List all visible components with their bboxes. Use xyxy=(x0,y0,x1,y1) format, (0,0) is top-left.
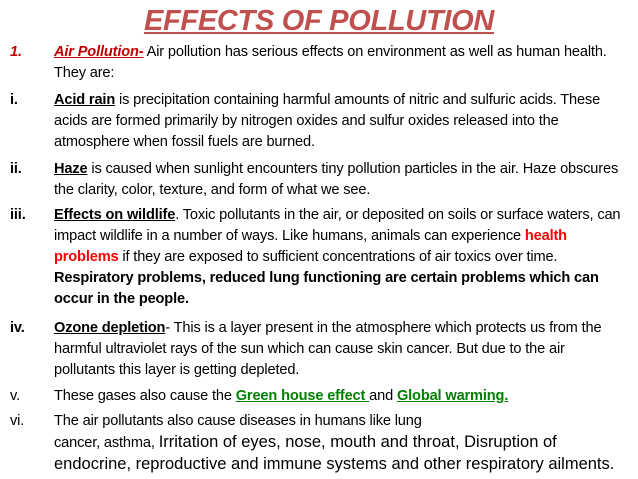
list-item-text xyxy=(54,90,628,153)
list-marker: iii. xyxy=(10,207,26,223)
term-green-house-effect: Green house effect xyxy=(235,388,370,404)
item-text: - This is a layer present in the atmosphere which protects us from the harmful ultraviolet rays of the sun which can cause skin cancer. But due to the air pollutants this layer is getting depleted. xyxy=(54,320,602,378)
term-ozone-depletion: Ozone depletion xyxy=(54,320,166,336)
list-item-text xyxy=(54,411,628,476)
page-title: EFFECTS OF POLLUTION xyxy=(143,5,495,37)
intro-text: Air pollution has serious effects on environment as well as human health. They are: xyxy=(54,44,607,81)
item-text: These gases also cause the xyxy=(54,388,236,404)
term-haze: Haze xyxy=(54,161,88,177)
list-item-wildlife xyxy=(0,205,638,310)
list-marker: ii. xyxy=(10,161,22,177)
list-item-text xyxy=(54,318,628,381)
term-acid-rain: Acid rain xyxy=(54,92,116,108)
list-item-text xyxy=(54,42,628,84)
highlight-health-problems: health problems xyxy=(54,228,567,265)
item-text-large: Irritation of eyes, nose, mouth and throat, Disruption of endocrine, reproductive and immune systems and other respiratory ailments. xyxy=(54,433,615,473)
list-item-air-pollution xyxy=(0,42,638,84)
list-item-text xyxy=(54,386,628,407)
item-text: cancer, asthma, xyxy=(54,435,159,451)
item-text: . Toxic pollutants in the air, or deposited on soils or surface waters, can impact wildlife in a number of ways. Like humans, animals can experience xyxy=(54,207,621,244)
item-text: and xyxy=(369,388,397,404)
item-bold-text: Respiratory problems, reduced lung functioning are certain problems which can occur in the people. xyxy=(54,270,599,307)
list-item-greenhouse xyxy=(0,386,638,407)
list-marker: iv. xyxy=(10,320,25,336)
list-item-diseases xyxy=(0,411,638,476)
item-text: is caused when sunlight encounters tiny pollution particles in the air. Haze obscures the clarity, color, texture, and form of what we see. xyxy=(54,161,619,198)
section-heading: Air Pollution- xyxy=(54,44,144,60)
list-item-acid-rain xyxy=(0,90,638,153)
list-item-text xyxy=(54,159,628,201)
list-item-haze xyxy=(0,159,638,201)
list-marker: 1. xyxy=(10,44,22,60)
term-wildlife: Effects on wildlife xyxy=(54,207,176,223)
list-item-text xyxy=(54,205,628,310)
item-text: if they are exposed to sufficient concentrations of air toxics over time. xyxy=(118,249,558,265)
list-item-ozone xyxy=(0,318,638,381)
list-marker: v. xyxy=(10,388,20,404)
list-marker: i. xyxy=(10,92,18,108)
item-text: The air pollutants also cause diseases in humans like lung xyxy=(54,413,422,429)
list-marker: vi. xyxy=(10,413,25,429)
item-text: is precipitation containing harmful amounts of nitric and sulfuric acids. These acids are formed primarily by nitrogen oxides and sulfur oxides released into the atmosphere when fossil fuels are burned. xyxy=(54,92,601,150)
term-global-warming: Global warming. xyxy=(396,388,509,404)
